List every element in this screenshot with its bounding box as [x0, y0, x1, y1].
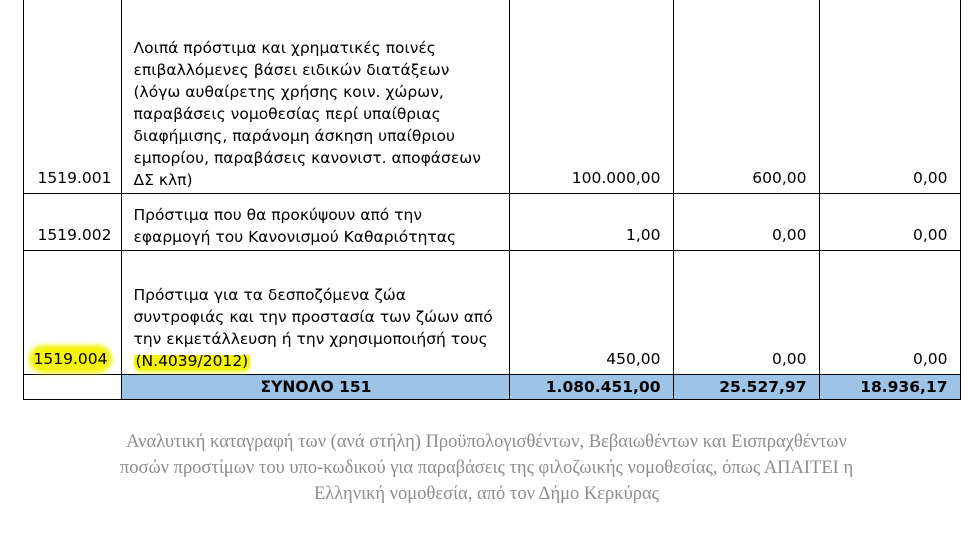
table-row-highlighted	[0, 250, 973, 374]
total-collected: 18.936,17	[819, 374, 960, 399]
account-code-cell: 1519.002	[23, 193, 121, 250]
blank-cell	[0, 374, 23, 399]
total-budgeted: 1.080.451,00	[509, 374, 673, 399]
table-row	[0, 193, 973, 250]
collected-amount-cell: 0,00	[819, 0, 960, 193]
collected-amount-cell: 0,00	[819, 250, 960, 374]
certified-amount-cell: 0,00	[673, 193, 819, 250]
budgeted-amount-cell: 450,00	[509, 250, 673, 374]
highlighted-law-reference: (Ν.4039/2012)	[135, 351, 249, 370]
total-label: ΣΥΝΟΛΟ 151	[121, 374, 509, 399]
budgeted-amount-cell: 1,00	[509, 193, 673, 250]
budgeted-amount-cell: 100.000,00	[509, 0, 673, 193]
account-code-cell: 1519.001	[23, 0, 121, 193]
description-cell: Λοιπά πρόστιμα και χρηματικές ποινές επιβαλλόμενες βάσει ειδικών διατάξεων (λόγω αυθαίρετης χρήσης κοιν. χώρων, παραβάσεις νομοθεσίας περί υπαίθριας διαφήμισης, παράνομη άσκηση υπαίθριου εμπορίου, παραβάσεις κανονιστ. αποφάσεων ΔΣ κλπ)	[121, 0, 509, 193]
blank-cell	[960, 193, 973, 250]
blank-cell	[960, 250, 973, 374]
blank-cell	[0, 250, 23, 374]
total-blank-cell	[23, 374, 121, 399]
certified-amount-cell: 0,00	[673, 250, 819, 374]
description-cell	[121, 250, 509, 374]
account-code-cell	[23, 250, 121, 374]
blank-cell	[960, 374, 973, 399]
total-row	[0, 374, 973, 399]
certified-amount-cell: 600,00	[673, 0, 819, 193]
total-certified: 25.527,97	[673, 374, 819, 399]
collected-amount-cell: 0,00	[819, 193, 960, 250]
image-caption: Αναλυτική καταγραφή των (ανά στήλη) Προϋπολογισθέντων, Βεβαιωθέντων και Εισπραχθέντων ποσών προστίμων του υπο-κωδικού για παραβάσεις της φιλοζωικής νομοθεσίας, όπως ΑΠΑΙΤΕΙ η Ελληνική νομοθεσία, από τον Δήμο Κερκύρας	[119, 432, 854, 504]
blank-cell	[960, 0, 973, 193]
description-text: Πρόστιμα για τα δεσποζόμενα ζώα συντροφιάς και την προστασία των ζώων από την εκμετάλλευση ή την χρησιμοποιήσή τους	[133, 285, 493, 348]
highlighted-account-code: 1519.004	[33, 349, 108, 368]
blank-cell	[0, 193, 23, 250]
table-row	[0, 0, 973, 193]
description-cell: Πρόστιμα που θα προκύψουν από την εφαρμογή του Κανονισμού Καθαριότητας	[121, 193, 509, 250]
blank-cell	[0, 0, 23, 193]
